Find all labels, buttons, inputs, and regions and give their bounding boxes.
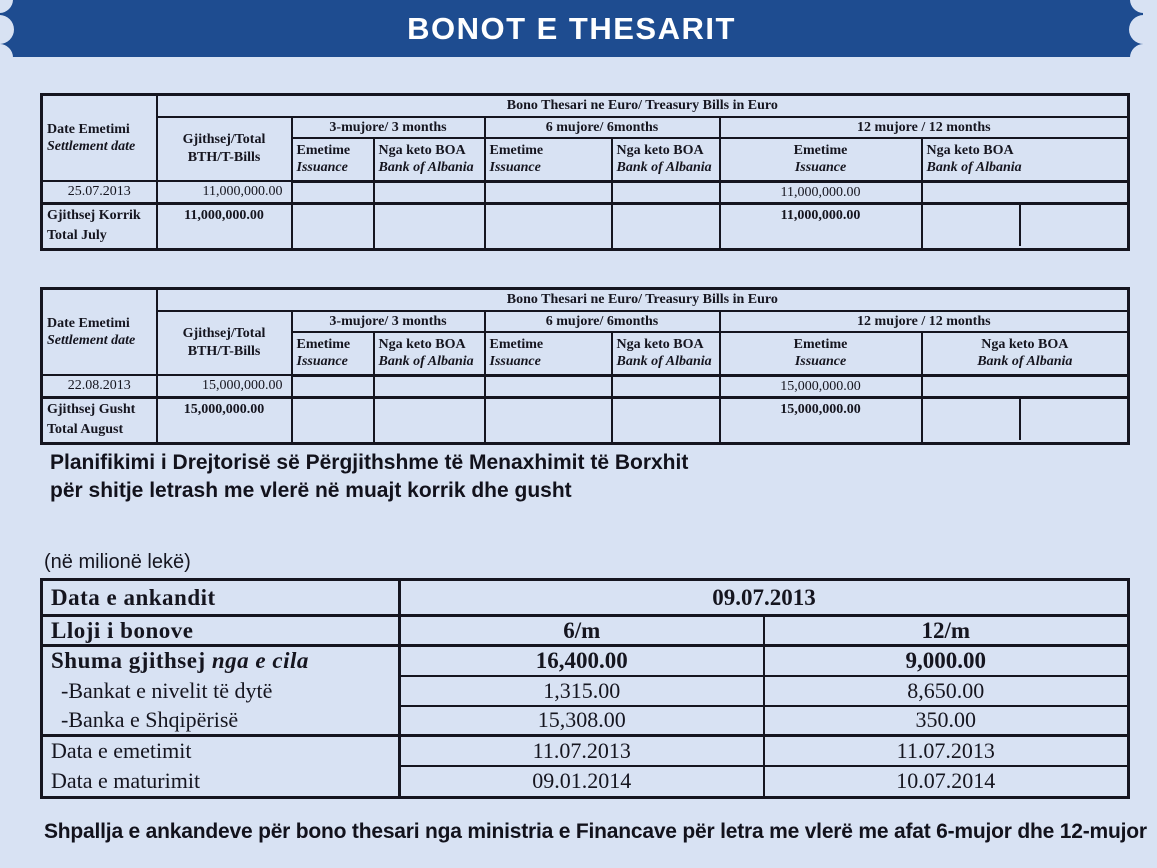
plan-heading <box>50 449 688 504</box>
auction-date-label: Data e ankandit <box>42 580 400 616</box>
unit-note: (në milionë lekë) <box>44 551 191 573</box>
plan-heading-line1: Planifikimi i Drejtorisë së Përgjithshme të Menaxhimit të Borxhit <box>50 451 689 474</box>
table-row <box>42 646 1129 676</box>
cell-empty <box>374 181 485 204</box>
table-row <box>42 706 1129 736</box>
header-boa-3m: Nga keto BOA Bank of Albania <box>374 138 485 181</box>
cell-empty <box>374 204 485 250</box>
cell-split <box>922 398 1129 444</box>
second-tier-banks-label: -Bankat e nivelit të dytë <box>42 676 400 706</box>
header-settlement-date <box>42 95 157 182</box>
cell-empty <box>292 181 374 204</box>
table-row <box>42 289 1129 311</box>
table-row <box>42 616 1129 646</box>
maturity-date-label: Data e maturimit <box>42 766 400 798</box>
treasury-table-august <box>40 287 1130 445</box>
plan-heading-line2: për shitje letrash me vlerë në muajt korrik dhe gusht <box>50 478 572 502</box>
header-issuance-6m: Emetime Issuance <box>485 332 612 375</box>
col-12m-header: 12/m <box>764 616 1129 646</box>
header-boa-12m: Nga keto BOA Bank of Albania <box>922 138 1129 181</box>
total-6m-value: 16,400.00 <box>400 646 764 676</box>
bank-of-albania-label: -Banka e Shqipërisë <box>42 706 400 736</box>
cell-empty <box>292 398 374 444</box>
bond-type-label: Lloji i bonove <box>42 616 400 646</box>
header-label: Date Emetimi <box>47 121 130 137</box>
cell-settlement-date: 25.07.2013 <box>42 181 157 204</box>
cell-split <box>922 204 1129 250</box>
header-issuance-6m: Emetime Issuance <box>485 138 612 181</box>
col-6m-header: 6/m <box>400 616 764 646</box>
cell-empty <box>374 398 485 444</box>
header-label: BTH/T-Bills <box>187 149 261 165</box>
page-title: BONOT E THESARIT <box>407 10 736 46</box>
cell-empty <box>922 181 1129 204</box>
header-boa-6m: Nga keto BOA Bank of Albania <box>612 332 720 375</box>
header-issuance-3m: Emetime Issuance <box>292 138 374 181</box>
table-row <box>42 117 1129 139</box>
banner-notch <box>1130 44 1157 71</box>
maturity-12m-value: 10.07.2014 <box>764 766 1129 798</box>
table-title: Bono Thesari ne Euro/ Treasury Bills in Euro <box>157 95 1129 117</box>
header-group-6m: 6 mujore/ 6months <box>485 117 720 139</box>
cell-empty <box>612 375 720 398</box>
cell-empty <box>922 375 1129 398</box>
table-row-total <box>42 398 1129 444</box>
table-row <box>42 676 1129 706</box>
header-label: Date Emetimi <box>47 315 130 331</box>
cell-empty <box>374 375 485 398</box>
cell-12m-issuance: 11,000,000.00 <box>720 181 922 204</box>
header-boa-3m: Nga keto BOA Bank of Albania <box>374 332 485 375</box>
banner-notch <box>1129 15 1157 44</box>
banner <box>0 0 1143 57</box>
table-row <box>42 580 1129 616</box>
banks-12m-value: 8,650.00 <box>764 676 1129 706</box>
header-boa-6m: Nga keto BOA Bank of Albania <box>612 138 720 181</box>
cell-12m-issuance: 15,000,000.00 <box>720 375 922 398</box>
banks-6m-value: 1,315.00 <box>400 676 764 706</box>
header-label: Gjithsej/Total <box>182 132 266 148</box>
auction-date-value: 09.07.2013 <box>400 580 1129 616</box>
cell-empty <box>485 204 612 250</box>
header-group-6m: 6 mujore/ 6months <box>485 311 720 333</box>
treasury-table-july <box>40 93 1130 251</box>
total-12m-value: 9,000.00 <box>764 646 1129 676</box>
header-settlement-date <box>42 289 157 376</box>
header-group-12m: 12 mujore / 12 months <box>720 117 1129 139</box>
cell-total-12m-issuance: 15,000,000.00 <box>720 398 922 444</box>
header-issuance-3m: Emetime Issuance <box>292 332 374 375</box>
cell-settlement-date: 22.08.2013 <box>42 375 157 398</box>
cell-empty <box>485 375 612 398</box>
maturity-6m-value: 09.01.2014 <box>400 766 764 798</box>
issue-6m-value: 11.07.2013 <box>400 736 764 766</box>
header-group-3m: 3-mujore/ 3 months <box>292 311 485 333</box>
cell-empty <box>612 204 720 250</box>
cell-total-12m-issuance: 11,000,000.00 <box>720 204 922 250</box>
boa-6m-value: 15,308.00 <box>400 706 764 736</box>
cell-total-sum: 11,000,000.00 <box>157 204 292 250</box>
footer-caption: Shpallja e ankandeve për bono thesari nga ministria e Financave për letra me vlerë me afat 6-mujor dhe 12-mujor <box>44 820 1147 843</box>
header-label: Settlement date <box>47 139 136 154</box>
table-row <box>42 375 1129 398</box>
cell-total-label: Gjithsej Gusht Total August <box>42 398 157 444</box>
banner-notch <box>0 15 14 44</box>
table-row <box>42 311 1129 333</box>
table-row <box>42 181 1129 204</box>
header-total <box>157 117 292 182</box>
table-row <box>42 736 1129 766</box>
header-total: Gjithsej/Total BTH/T-Bills <box>157 311 292 376</box>
total-amount-label: Shuma gjithsej nga e cila <box>42 646 400 676</box>
header-issuance-12m: Emetime Issuance <box>720 138 922 181</box>
table-title: Bono Thesari ne Euro/ Treasury Bills in Euro <box>157 289 1129 311</box>
banner-notch <box>0 44 13 71</box>
boa-12m-value: 350.00 <box>764 706 1129 736</box>
header-issuance-12m: Emetime Issuance <box>720 332 922 375</box>
header-boa-12m: Nga keto BOA Bank of Albania <box>922 332 1129 375</box>
table-row <box>42 766 1129 798</box>
table-row-total <box>42 204 1129 250</box>
header-group-3m: 3-mujore/ 3 months <box>292 117 485 139</box>
cell-total: 15,000,000.00 <box>157 375 292 398</box>
issue-12m-value: 11.07.2013 <box>764 736 1129 766</box>
banner-notch <box>1130 0 1157 13</box>
cell-empty <box>292 375 374 398</box>
cell-empty <box>485 398 612 444</box>
cell-empty <box>485 181 612 204</box>
cell-empty <box>612 398 720 444</box>
cell-total-sum: 15,000,000.00 <box>157 398 292 444</box>
banner-notch <box>0 0 13 13</box>
header-label: Settlement date <box>47 333 136 348</box>
table-row <box>42 95 1129 117</box>
cell-empty <box>292 204 374 250</box>
cell-total: 11,000,000.00 <box>157 181 292 204</box>
header-group-12m: 12 mujore / 12 months <box>720 311 1129 333</box>
issue-date-label: Data e emetimit <box>42 736 400 766</box>
cell-empty <box>612 181 720 204</box>
auction-table <box>40 578 1130 799</box>
cell-total-label: Gjithsej Korrik Total July <box>42 204 157 250</box>
